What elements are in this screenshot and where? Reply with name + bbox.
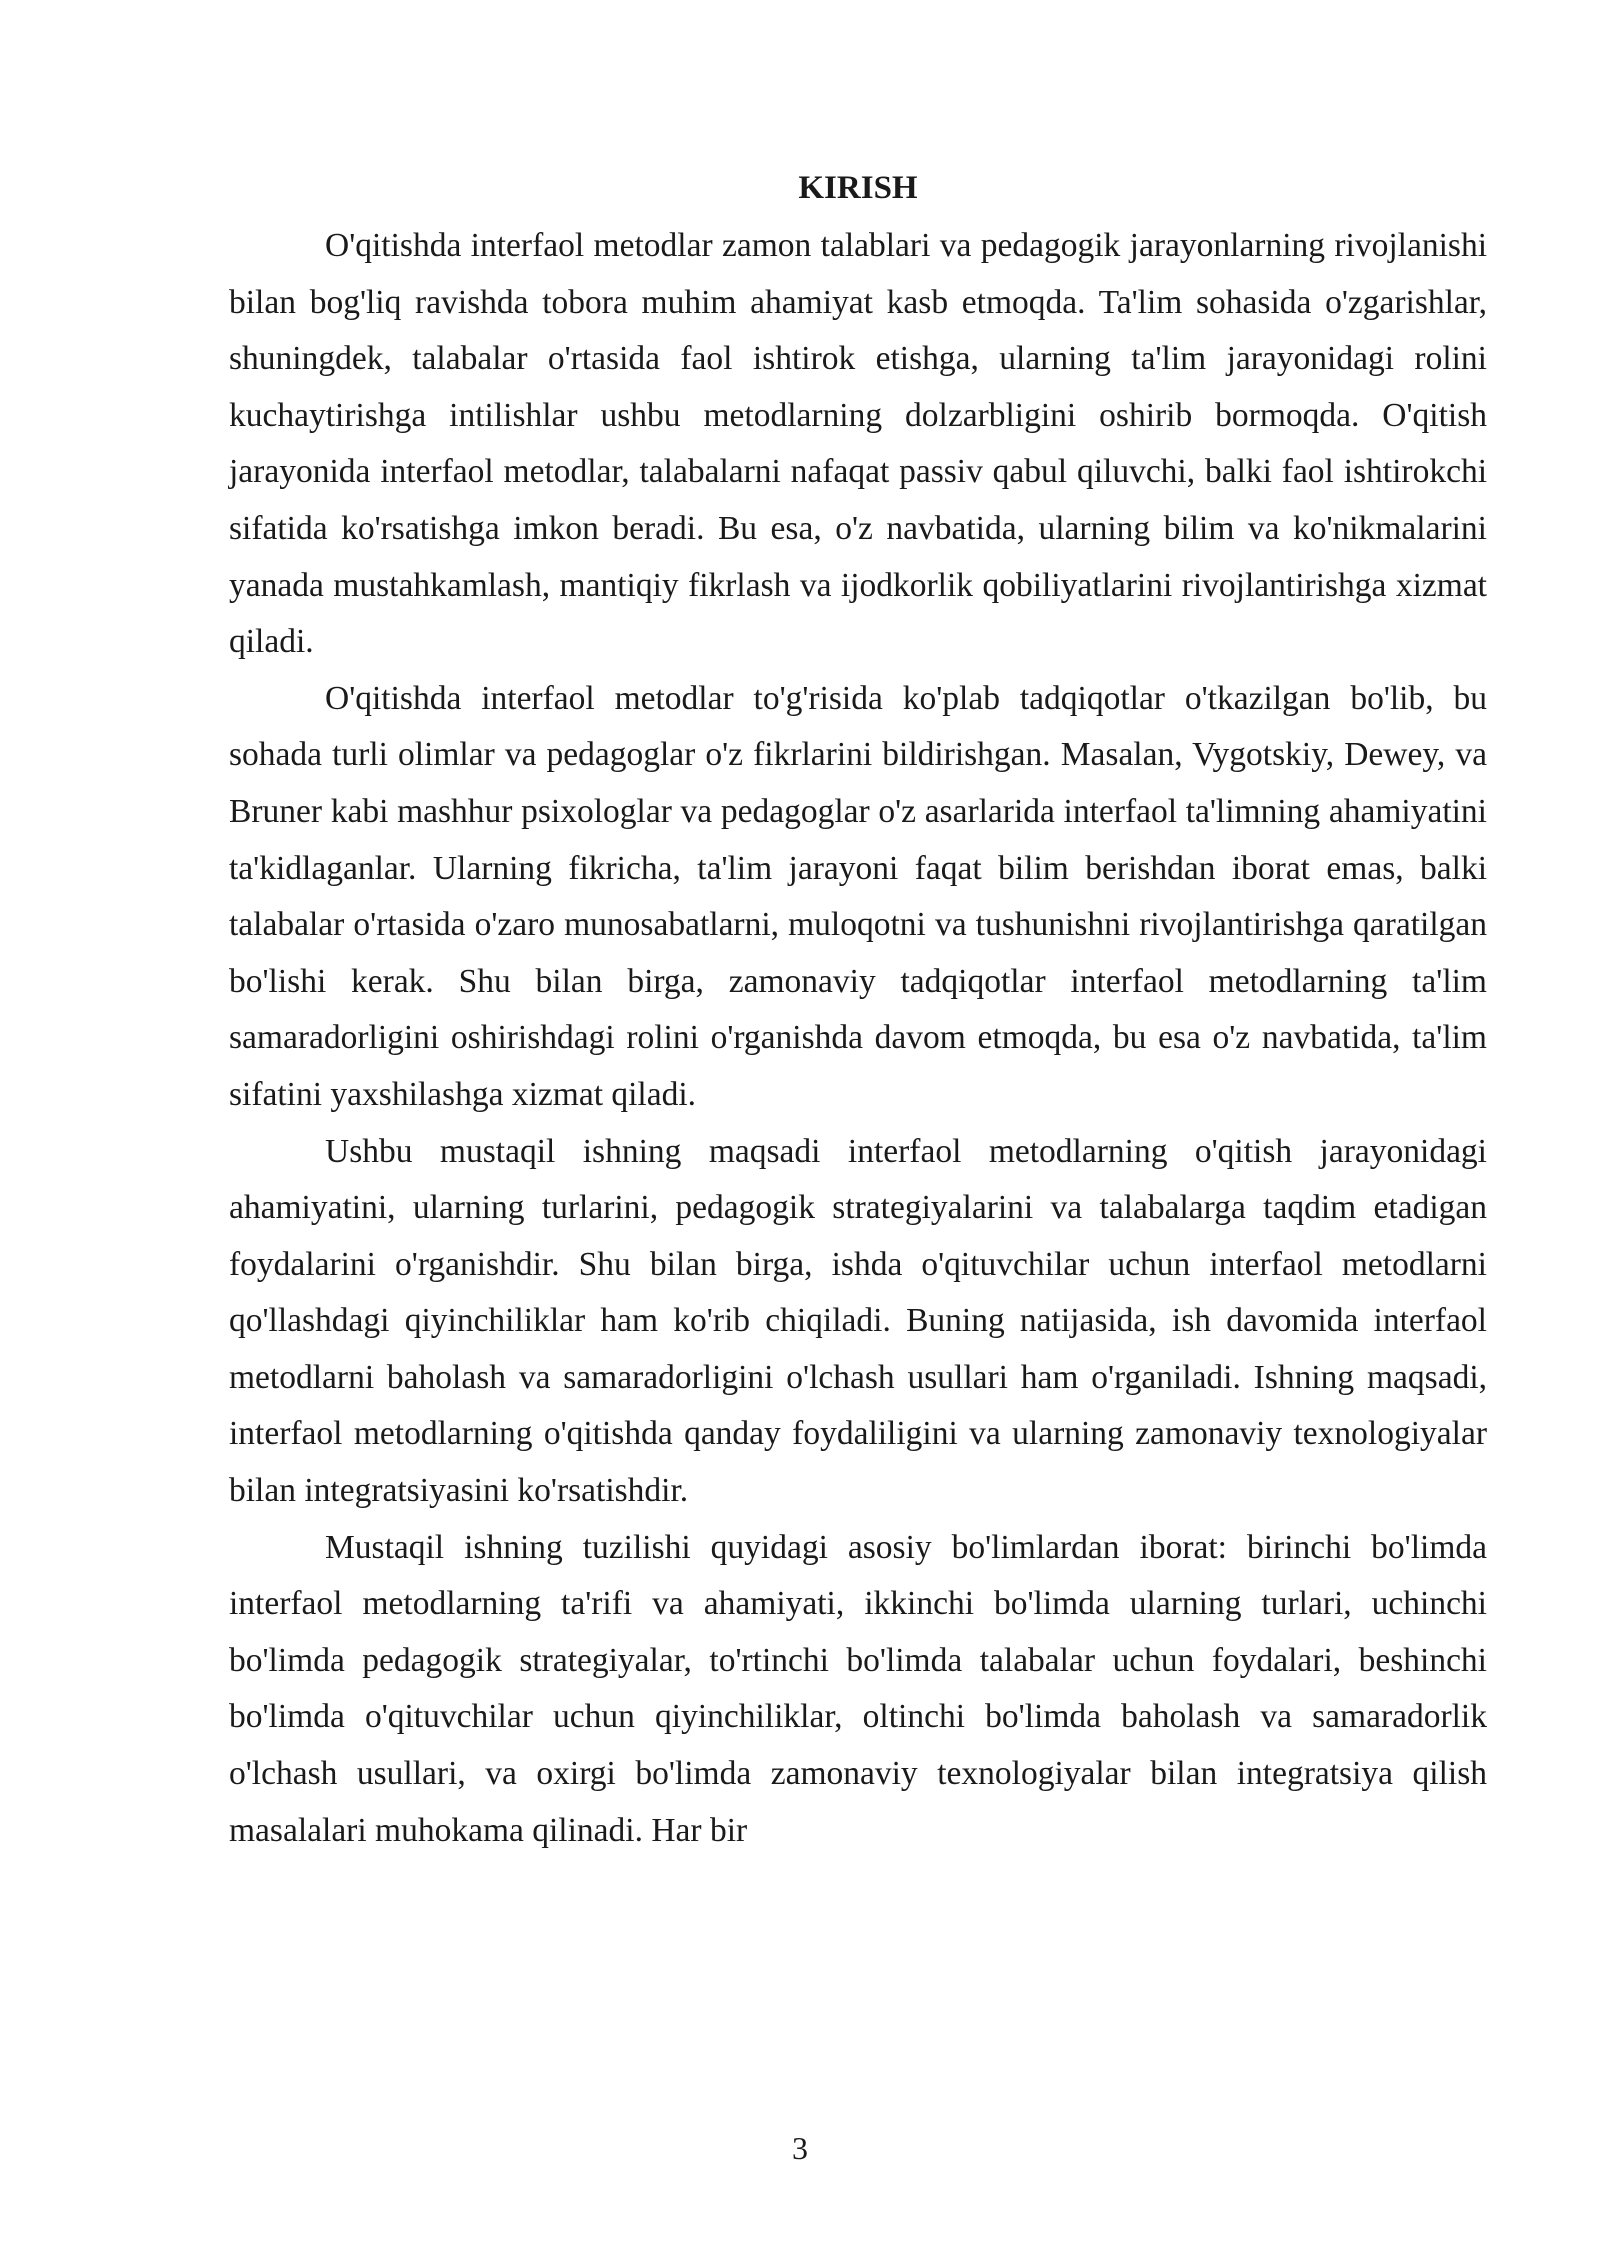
paragraph-3: Ushbu mustaqil ishning maqsadi interfaol metodlarning o'qitish jarayonidagi ahamiyatini, ularning turlarini, pedagogik strategiyalarini va talabalarga taqdim etadigan foydalarini o'rganishdir. Shu bilan birga, ishda o'qituvchilar uchun interfaol metodlarni qo'llashdagi qiyinchiliklar ham ko'rib chiqiladi. Buning natijasida, ish davomida interfaol metodlarni baholash va samaradorligini o'lchash usullari ham o'rganiladi. Ishning maqsadi, interfaol metodlarning o'qitishda qanday foydaliligini va ularning zamonaviy texnologiyalar bilan integratsiyasini ko'rsatishdir.	[229, 1132, 1487, 1510]
document-page	[229, 160, 1487, 1859]
page-number: 3	[792, 2130, 808, 2166]
paragraph-2: O'qitishda interfaol metodlar to'g'risida ko'plab tadqiqotlar o'tkazilgan bo'lib, bu sohada turli olimlar va pedagoglar o'z fikrlarini bildirishgan. Masalan, Vygotskiy, Dewey, va Bruner kabi mashhur psixologlar va pedagoglar o'z asarlarida interfaol ta'limning ahamiyatini ta'kidlaganlar. Ularning fikricha, ta'lim jarayoni faqat bilim berishdan iborat emas, balki talabalar o'rtasida o'zaro munosabatlarni, muloqotni va tushunishni rivojlantirishga qaratilgan bo'lishi kerak. Shu bilan birga, zamonaviy tadqiqotlar interfaol metodlarning ta'lim samaradorligini oshirishdagi rolini o'rganishda davom etmoqda, bu esa o'z navbatida, ta'lim sifatini yaxshilashga xizmat qiladi.	[229, 679, 1487, 1113]
paragraph-1: O'qitishda interfaol metodlar zamon talablari va pedagogik jarayonlarning rivojlanishi bilan bog'liq ravishda tobora muhim ahamiyat kasb etmoqda. Ta'lim sohasida o'zgarishlar, shuningdek, talabalar o'rtasida faol ishtirok etishga, ularning ta'lim jarayonidagi rolini kuchaytirishga intilishlar ushbu metodlarning dolzarbligini oshirib bormoqda. O'qitish jarayonida interfaol metodlar, talabalarni nafaqat passiv qabul qiluvchi, balki faol ishtirokchi sifatida ko'rsatishga imkon beradi. Bu esa, o'z navbatida, ularning bilim va ko'nikmalarini yanada mustahkamlash, mantiqiy fikrlash va ijodkorlik qobiliyatlarini rivojlantirishga xizmat qiladi.	[229, 227, 1487, 661]
paragraph-4: Mustaqil ishning tuzilishi quyidagi asosiy bo'limlardan iborat: birinchi bo'limda interfaol metodlarning ta'rifi va ahamiyati, ikkinchi bo'limda ularning turlari, uchinchi bo'limda pedagogik strategiyalar, to'rtinchi bo'limda talabalar uchun foydalari, beshinchi bo'limda o'qituvchilar uchun qiyinchiliklar, oltinchi bo'limda baholash va samaradorlik o'lchash usullari, va oxirgi bo'limda zamonaviy texnologiyalar bilan integratsiya qilish masalalari muhokama qilinadi. Har bir	[229, 1528, 1487, 1849]
section-title: KIRISH	[798, 170, 918, 206]
